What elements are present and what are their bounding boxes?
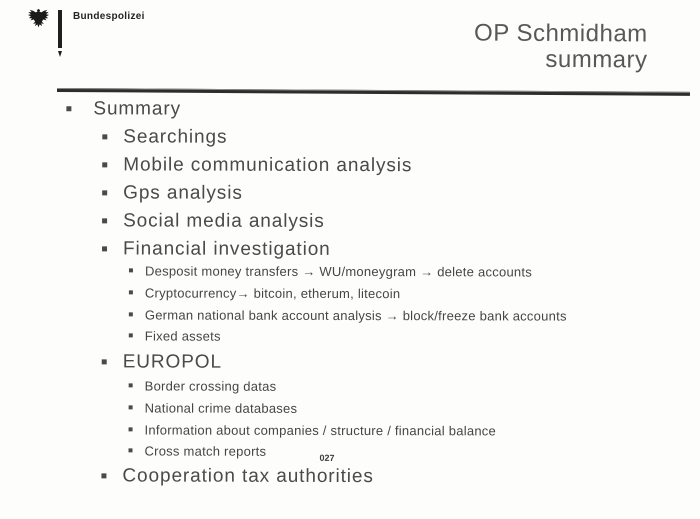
list-item-crime-databases — [129, 400, 298, 415]
list-item-fixed-assets — [129, 328, 221, 343]
bullet-square-icon — [102, 190, 107, 195]
bullet-square-icon — [129, 268, 133, 272]
bullet-square-icon — [102, 359, 107, 364]
list-item-label: Information about companies / structure / financial balance — [144, 422, 497, 439]
bullet-square-icon — [129, 290, 133, 294]
bullet-square-icon — [129, 312, 133, 316]
list-item-cooperation-tax-authorities — [101, 465, 373, 488]
list-item-label: Border crossing datas — [144, 378, 277, 394]
list-item-label: Cross match reports — [144, 443, 267, 459]
list-item-label: Mobile communication analysis — [123, 154, 413, 177]
list-item-label: German national bank account analysis → block/freeze bank accounts — [144, 307, 567, 324]
list-item-bank-account-analysis — [129, 307, 567, 323]
bullet-square-icon — [102, 218, 107, 223]
list-item-label: Cryptocurrency→ bitcoin, etherum, litecoin — [144, 285, 401, 302]
page-number: 027 — [319, 452, 335, 463]
bullet-square-icon — [102, 134, 107, 139]
list-item-cross-match-reports — [128, 443, 266, 458]
list-item-label: Summary — [93, 98, 182, 120]
bullet-square-icon — [101, 473, 106, 478]
list-item-label: Financial investigation — [122, 238, 331, 260]
list-item-company-information — [129, 422, 497, 438]
bullet-square-icon — [129, 383, 133, 387]
list-item-deposit-transfers — [129, 263, 532, 279]
bullet-square-icon — [102, 246, 107, 251]
bullet-square-icon — [129, 405, 133, 409]
list-item-label: EUROPOL — [122, 351, 222, 373]
list-item-label: Searchings — [123, 126, 228, 148]
list-item-financial-investigation — [102, 238, 331, 261]
list-item-label: Social media analysis — [123, 210, 325, 232]
list-item-label: Cooperation tax authorities — [122, 465, 374, 488]
list-item-label: Fixed assets — [144, 328, 221, 344]
slide-title-line1: OP Schmidham — [474, 19, 649, 48]
list-item-label: National crime databases — [144, 400, 298, 416]
org-name: Bundespolizei — [73, 11, 145, 22]
list-item-gps-analysis — [102, 182, 243, 204]
list-item-social-media — [102, 210, 325, 233]
slide-title-line2: summary — [545, 45, 649, 74]
list-item-border-crossing — [129, 378, 277, 393]
bullet-square-icon — [66, 106, 71, 111]
list-item-label: Desposit money transfers → WU/moneygram → delete accounts — [144, 263, 533, 280]
list-item-label: Gps analysis — [123, 182, 243, 204]
bullet-square-icon — [129, 427, 133, 431]
list-item-europol — [102, 351, 222, 373]
list-item-searchings — [102, 126, 227, 148]
list-item-cryptocurrency — [129, 285, 400, 301]
list-item-mobile-communication — [102, 154, 412, 177]
bullet-square-icon — [129, 333, 133, 337]
bullet-square-icon — [102, 162, 107, 167]
list-item-summary — [66, 98, 181, 120]
bullet-square-icon — [128, 448, 132, 452]
